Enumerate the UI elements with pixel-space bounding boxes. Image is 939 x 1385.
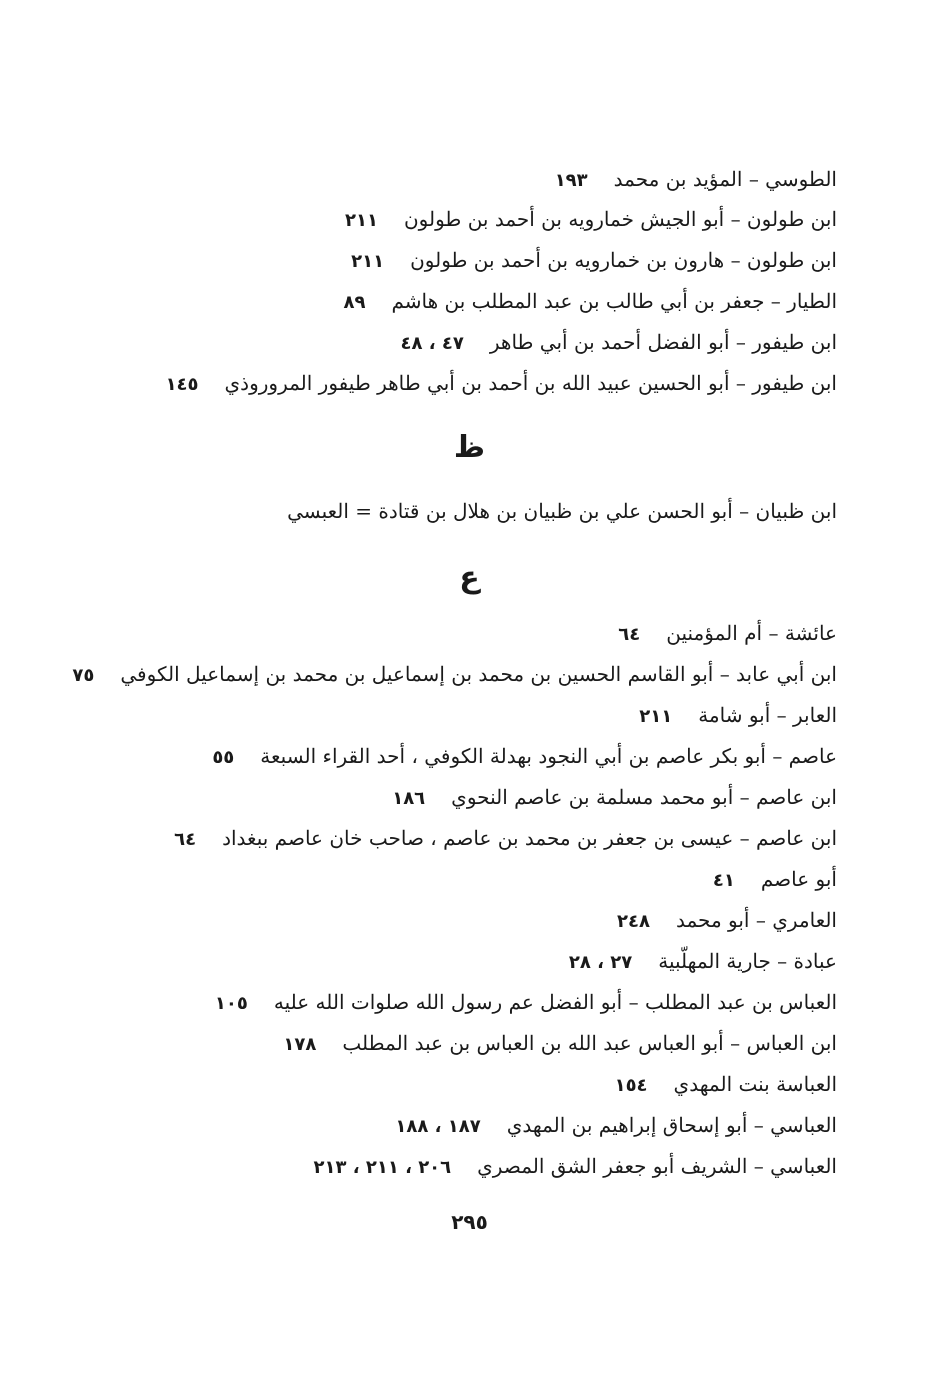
- entry-pages: ٥٥: [212, 747, 235, 768]
- entry-name: ابن عاصم – أبو محمد مسلمة بن عاصم النحوي: [451, 785, 837, 809]
- entry-name: ابن أبي عابد – أبو القاسم الحسين بن محمد بن إسماعيل بن محمد بن إسماعيل الكوفي: [120, 662, 837, 686]
- entry-name: العباسي – أبو إسحاق إبراهيم بن المهدي: [506, 1113, 837, 1137]
- entry-name: ابن طيفور – أبو الفضل أحمد بن أبي طاهر: [489, 330, 837, 354]
- entry-pages: ٤١: [712, 870, 735, 891]
- entry-name: ابن العباس – أبو العباس عبد الله بن العباس بن عبد المطلب: [342, 1031, 837, 1055]
- index-entry: [174, 824, 837, 852]
- index-entry: [639, 701, 837, 729]
- index-entry: [261, 497, 837, 525]
- entry-pages: ٦٤: [618, 624, 641, 645]
- entry-pages: ١٥٤: [614, 1075, 648, 1096]
- entry-pages: ١٠٥: [214, 993, 248, 1014]
- entry-pages: ١٩٣: [554, 170, 588, 191]
- index-entry: [215, 988, 837, 1016]
- entry-pages: ١٤٥: [165, 374, 199, 395]
- index-entry: [351, 246, 837, 274]
- entry-pages: ٢٠٦ ، ٢١١ ، ٢١٣: [313, 1157, 452, 1178]
- page-number: ٢٩٥: [451, 1210, 488, 1234]
- index-entry: [166, 369, 837, 397]
- entry-name: العباسي – الشريف أبو جعفر الشق المصري: [477, 1154, 837, 1178]
- index-entry: [72, 660, 837, 688]
- entry-pages: ٢٤٨: [617, 911, 650, 932]
- entry-name: العابر – أبو شامة: [698, 703, 837, 727]
- section-heading-ain: ع: [459, 560, 480, 595]
- entry-name: العباسة بنت المهدي: [673, 1072, 837, 1096]
- entry-pages: ٢١١: [345, 210, 378, 231]
- index-entry: [713, 865, 837, 893]
- entry-name: عبادة – جارية المهلّبية: [658, 949, 837, 973]
- entry-pages: ٨٩: [343, 292, 366, 313]
- entry-name: ابن طولون – هارون بن خمارويه بن أحمد بن طولون: [410, 248, 837, 272]
- entry-name: ابن طولون – أبو الجيش خمارويه بن أحمد بن طولون: [403, 207, 837, 231]
- entry-pages: ٧٥: [72, 665, 95, 686]
- index-entry: [555, 165, 837, 193]
- entry-pages: ٤٧ ، ٤٨: [400, 333, 464, 354]
- entry-name: الطيار – جعفر بن أبي طالب بن عبد المطلب بن هاشم: [391, 289, 837, 313]
- entry-pages: ٦٤: [174, 829, 197, 850]
- section-heading-za: ظ: [453, 430, 486, 465]
- entry-name: العامري – أبو محمد: [675, 908, 837, 932]
- index-entry: [314, 1152, 838, 1180]
- entry-pages: ٢١١: [351, 251, 385, 272]
- entry-name: أبو عاصم: [760, 867, 837, 891]
- index-entry: [618, 619, 837, 647]
- index-entry: [392, 783, 837, 811]
- entry-name: الطوسي – المؤيد بن محمد: [613, 167, 837, 191]
- index-entry: [345, 205, 837, 233]
- entry-name: ابن ظبيان – أبو الحسن علي بن ظبيان بن هلال بن قتادة = العبسي: [287, 499, 837, 523]
- entry-pages: ٢٧ ، ٢٨: [568, 952, 633, 973]
- index-entry: [569, 947, 837, 975]
- index-entry: [343, 287, 837, 315]
- index-entry: [615, 1070, 837, 1098]
- index-entry: [401, 328, 837, 356]
- entry-name: العباس بن عبد المطلب – أبو الفضل عم رسول الله صلوات الله عليه: [273, 990, 837, 1014]
- entry-pages: ١٧٨: [283, 1034, 317, 1055]
- entry-name: ابن عاصم – عيسى بن جعفر بن محمد بن عاصم ، صاحب خان عاصم ببغداد: [222, 826, 837, 850]
- entry-name: ابن طيفور – أبو الحسين عبيد الله بن أحمد بن أبي طاهر طيفور المروروذي: [224, 371, 837, 395]
- entry-pages: ١٨٧ ، ١٨٨: [395, 1116, 481, 1137]
- index-entry: [283, 1029, 837, 1057]
- index-entry: [617, 906, 837, 934]
- entry-pages: ٢١١: [639, 706, 673, 727]
- entry-name: عاصم – أبو بكر عاصم بن أبي النجود بهدلة الكوفي ، أحد القراء السبعة: [260, 744, 837, 768]
- entry-pages: ١٨٦: [392, 788, 426, 809]
- entry-name: عائشة – أم المؤمنين: [666, 621, 837, 645]
- index-entry: [212, 742, 837, 770]
- index-entry: [395, 1111, 837, 1139]
